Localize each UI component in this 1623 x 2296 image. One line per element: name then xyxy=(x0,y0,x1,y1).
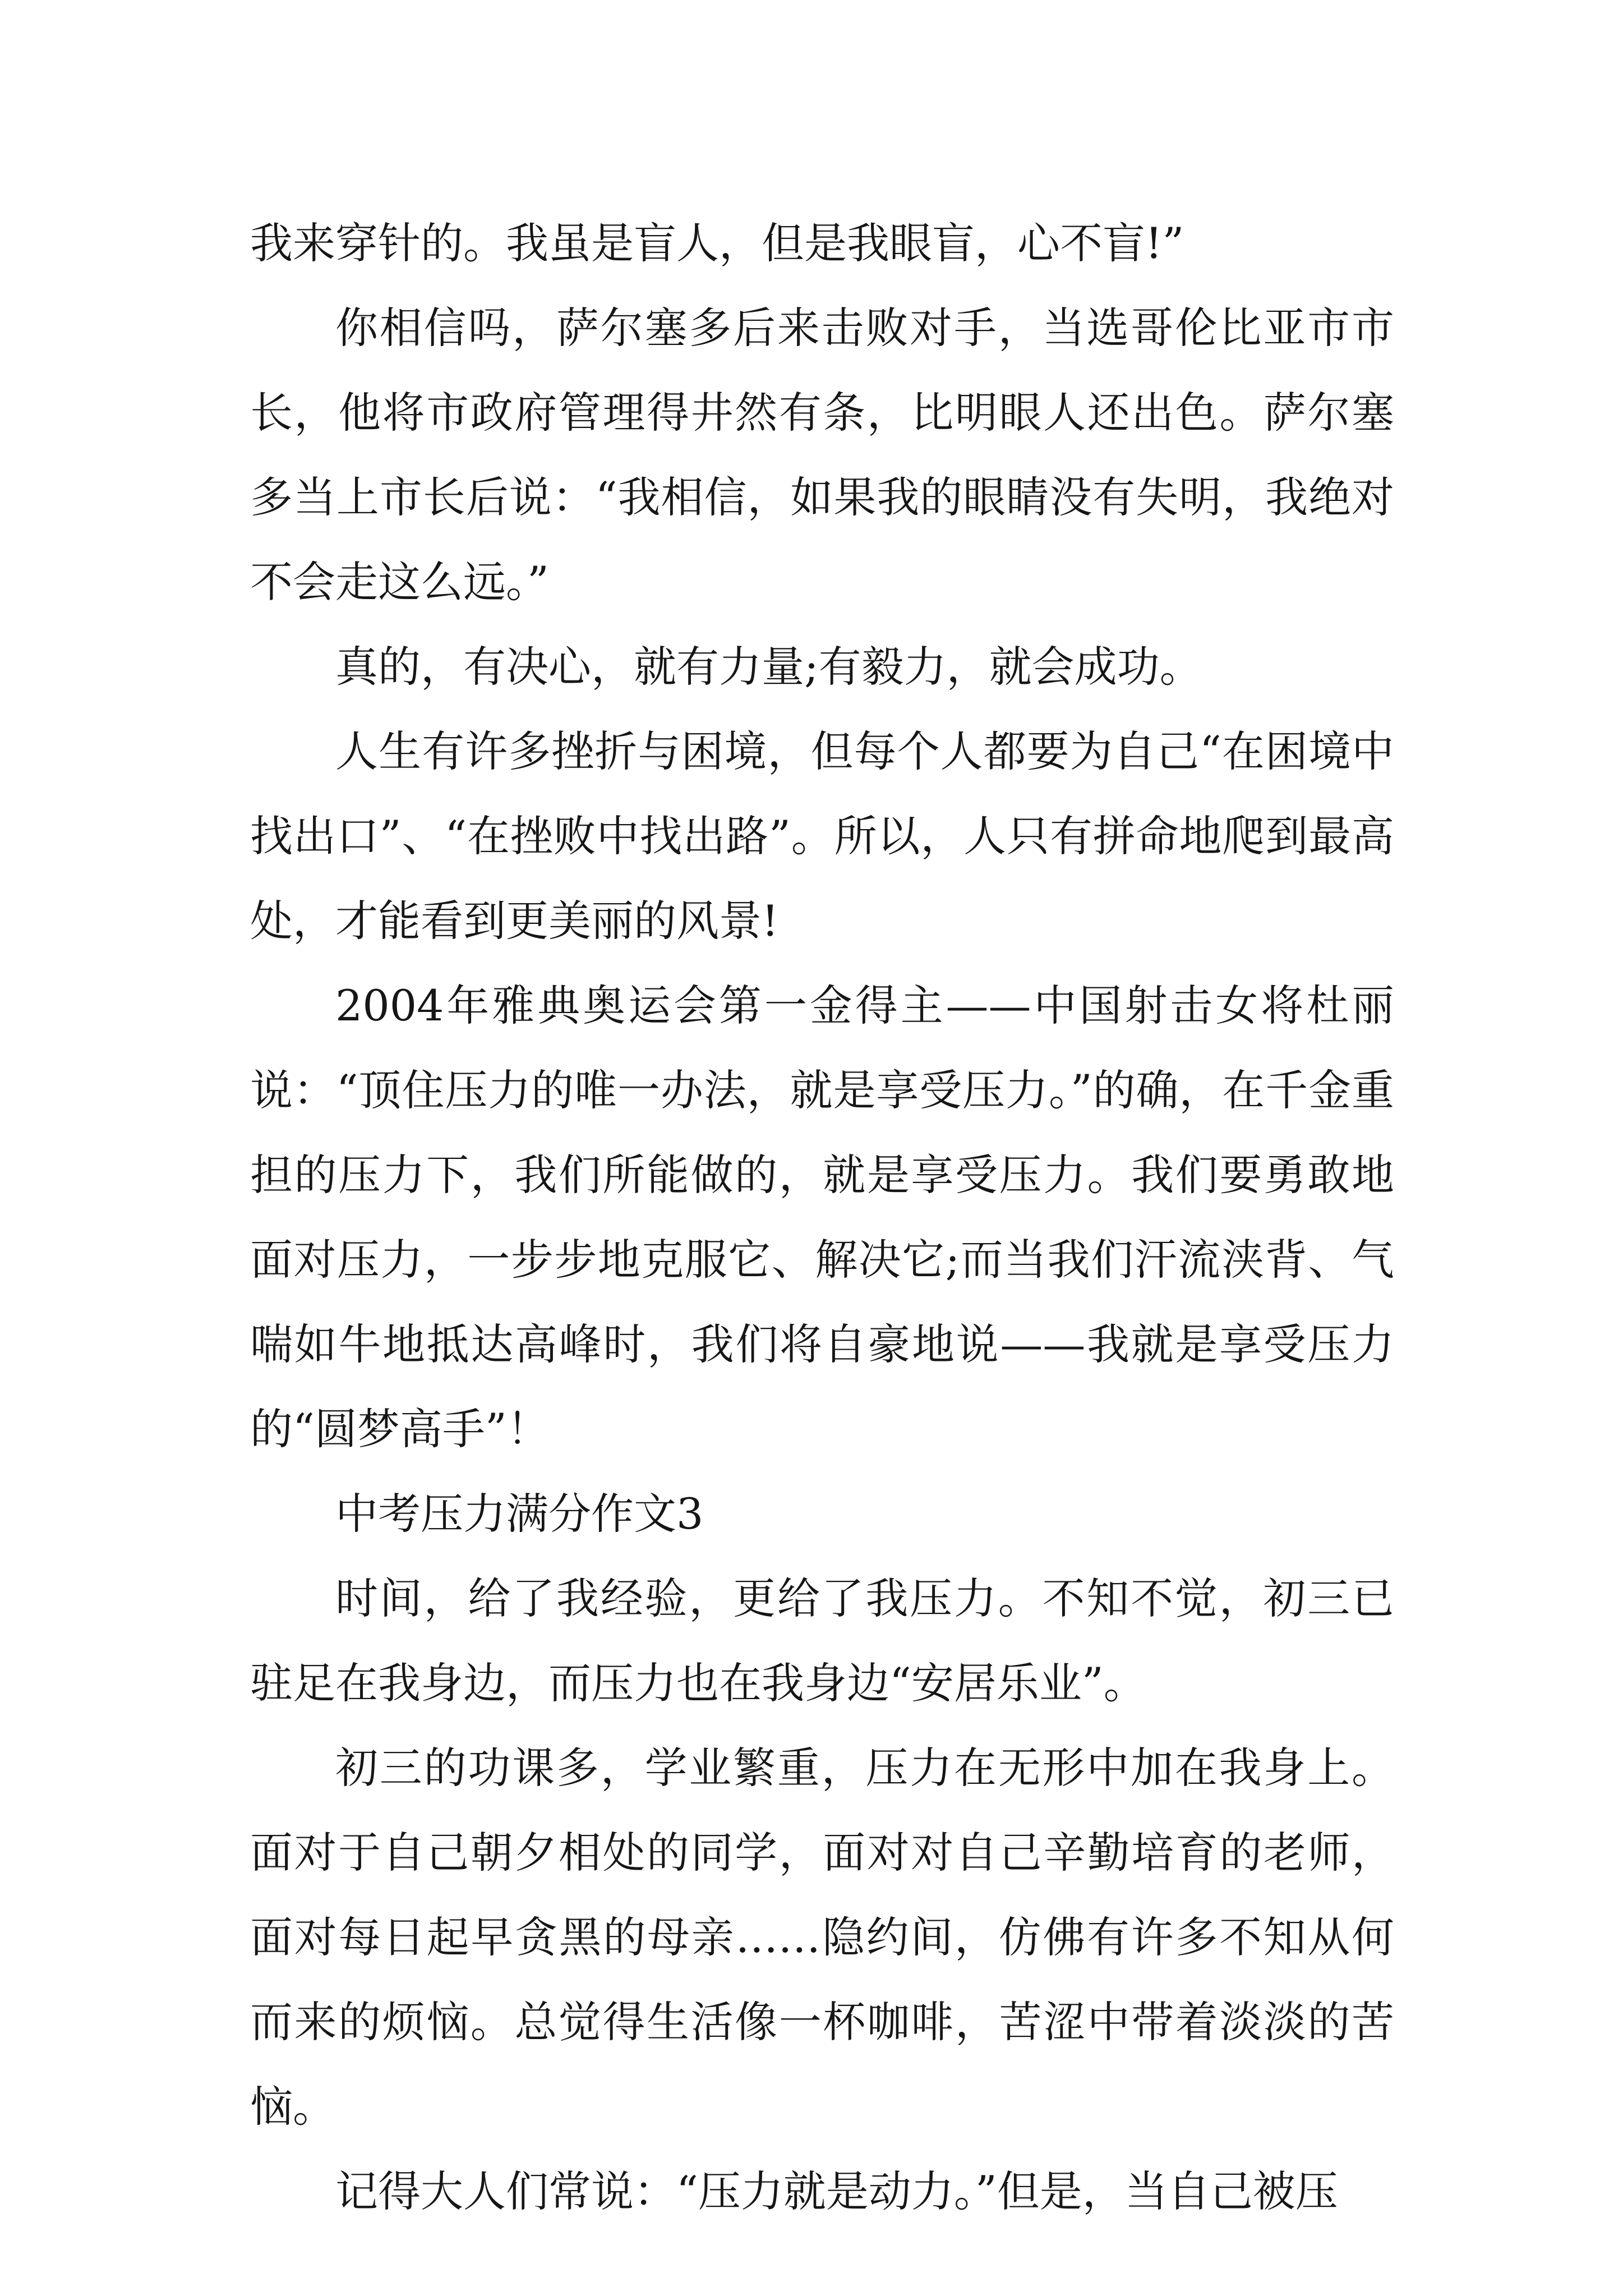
paragraph-8: 记得大人们常说：“压力就是动力。”但是，当自己被压 xyxy=(335,2166,1338,2216)
document-body xyxy=(250,201,1394,2234)
paragraph-2: 你相信吗，萨尔塞多后来击败对手，当选哥伦比亚市市长，他将市政府管理得井然有条，比明眼人还出色。萨尔塞多当上市长后说：“我相信，如果我的眼睛没有失明，我绝对不会走这么远。” xyxy=(250,303,1394,607)
paragraph-4: 人生有许多挫折与困境，但每个人都要为自己“在困境中找出口”、“在挫败中找出路”。所以，人只有拼命地爬到最高处，才能看到更美丽的风景! xyxy=(250,726,1394,946)
paragraph-6: 时间，给了我经验，更给了我压力。不知不觉，初三已驻足在我身边，而压力也在我身边“安居乐业”。 xyxy=(250,1573,1394,1708)
paragraph-7: 初三的功课多，学业繁重，压力在无形中加在我身上。面对于自己朝夕相处的同学，面对对自己辛勤培育的老师，面对每日起早贪黑的母亲……隐约间，仿佛有许多不知从何而来的烦恼。总觉得生活像一杯咖啡，苦涩中带着淡淡的苦恼。 xyxy=(250,1743,1394,2132)
paragraph-3: 真的，有决心，就有力量;有毅力，就会成功。 xyxy=(335,642,1202,692)
section-heading: 中考压力满分作文3 xyxy=(335,1489,704,1539)
paragraph-1: 我来穿针的。我虽是盲人，但是我眼盲，心不盲!” xyxy=(250,218,1184,268)
paragraph-5: 2004年雅典奥运会第一金得主——中国射击女将杜丽说：“顶住压力的唯一办法，就是享受压力。”的确，在千金重担的压力下，我们所能做的，就是享受压力。我们要勇敢地面对压力，一步步地克服它、解决它;而当我们汗流浃背、气喘如牛地抵达高峰时，我们将自豪地说——我就是享受压力的“圆梦高手”！ xyxy=(250,981,1394,1454)
